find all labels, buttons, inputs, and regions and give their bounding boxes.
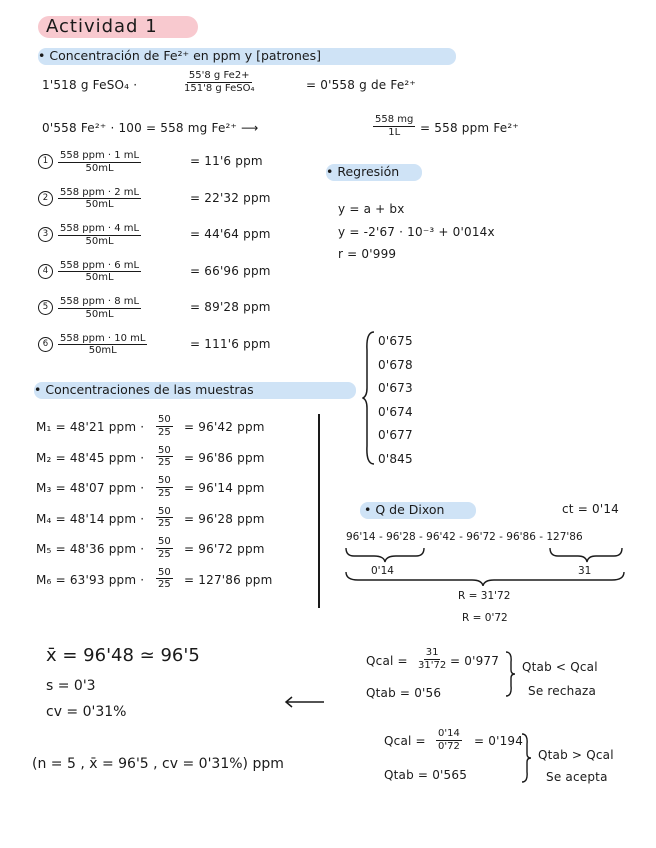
- patron-fraction: [58, 296, 141, 320]
- q2-qcal-value: = 0'194: [474, 734, 524, 748]
- regresion-heading: • Regresión: [326, 164, 400, 179]
- stats-s: s = 0'3: [46, 678, 96, 694]
- dixon-gap2: 31: [578, 565, 592, 577]
- patron-numerator: 558 ppm · 8 mL: [60, 296, 140, 307]
- sample-result: = 96'28 ppm: [184, 511, 265, 526]
- sample-label: M₄ = 48'14 ppm ·: [36, 511, 145, 526]
- absorbance-value: 0'674: [378, 404, 413, 419]
- eq1-fraction: [182, 70, 257, 94]
- dixon-heading: • Q de Dixon: [364, 502, 445, 517]
- q1-denominator: 31'72: [418, 659, 447, 671]
- patron-numerator: 558 ppm · 10 mL: [60, 332, 146, 344]
- section2-heading: • Concentraciones de las muestras: [34, 382, 254, 397]
- eq1-denominator: 151'8 g FeSO₄: [184, 82, 255, 94]
- q1-comparison: Qtab < Qcal: [522, 660, 598, 674]
- sample-result: = 96'86 ppm: [184, 450, 265, 465]
- patron-denominator: 50mL: [85, 235, 114, 247]
- patron-fraction: [58, 223, 141, 247]
- patron-number: 1: [38, 154, 53, 169]
- q1-qcal-label: Qcal =: [366, 654, 408, 668]
- sample-fraction: [156, 506, 173, 530]
- page-title: Actividad 1: [46, 16, 158, 37]
- patron-result: = 111'6 ppm: [190, 336, 271, 351]
- sample-denominator: 25: [158, 426, 171, 438]
- sample-result: = 96'42 ppm: [184, 420, 265, 434]
- q2-decision: Se acepta: [546, 770, 608, 784]
- sample-fraction: [156, 445, 173, 469]
- q1-numerator: 31: [425, 647, 439, 658]
- dixon-series: 96'14 - 96'28 - 96'42 - 96'72 - 96'86 - 127'86: [346, 531, 583, 543]
- q2-brace: [520, 732, 532, 784]
- q2-qtab: Qtab = 0'565: [384, 768, 468, 782]
- patron-denominator: 50mL: [85, 199, 114, 210]
- patron-denominator: 50mL: [85, 162, 114, 174]
- patron-fraction: [58, 150, 141, 174]
- sample-denominator: 25: [158, 518, 171, 529]
- q2-numerator: 0'14: [438, 728, 460, 739]
- absorbance-value: 0'677: [378, 428, 413, 442]
- section1-heading: • Concentración de Fe²⁺ en ppm y [patrones]: [38, 48, 321, 63]
- sample-numerator: 50: [158, 536, 171, 547]
- eq1-numerator: 55'8 g Fe2+: [188, 70, 250, 81]
- patron-numerator: 558 ppm · 1 mL: [60, 150, 140, 161]
- eq1-right: = 0'558 g de Fe²⁺: [306, 78, 416, 92]
- patron-numerator: 558 ppm · 2 mL: [60, 186, 140, 198]
- arrow-left-icon: [282, 694, 326, 710]
- patron-number: 2: [38, 191, 53, 206]
- patron-fraction: [58, 260, 141, 284]
- patron-denominator: 50mL: [88, 345, 117, 356]
- sample-result: = 127'86 ppm: [184, 572, 273, 587]
- absorbance-value: 0'673: [378, 381, 413, 395]
- q1-brace: [504, 650, 516, 698]
- sample-numerator: 50: [158, 566, 171, 578]
- separator-line: [318, 414, 320, 608]
- patron-result: = 11'6 ppm: [190, 154, 263, 168]
- eq2-denominator: 1L: [388, 126, 401, 138]
- q1-qtab: Qtab = 0'56: [366, 686, 442, 700]
- eq2-numerator: 558 mg: [375, 114, 414, 125]
- patron-result: = 66'96 ppm: [190, 263, 271, 278]
- q1-decision: Se rechaza: [528, 684, 597, 698]
- patron-numerator: 558 ppm · 6 mL: [60, 259, 140, 271]
- dixon-range2: R = 0'72: [462, 612, 508, 624]
- sample-label: M₂ = 48'45 ppm ·: [36, 450, 145, 465]
- patron-result: = 44'64 ppm: [190, 227, 271, 241]
- sample-numerator: 50: [158, 414, 171, 425]
- sample-label: M₁ = 48'21 ppm ·: [36, 420, 145, 434]
- sample-label: M₅ = 48'36 ppm ·: [36, 542, 145, 556]
- regresion-equation: y = -2'67 · 10⁻³ + 0'014x: [338, 225, 495, 239]
- patron-result: = 89'28 ppm: [190, 300, 271, 314]
- sample-fraction: [156, 414, 173, 438]
- q2-fraction: [436, 728, 462, 752]
- q1-fraction: [416, 647, 448, 671]
- eq2-left: 0'558 Fe²⁺ · 100 = 558 mg Fe²⁺ ⟶: [42, 121, 259, 135]
- patron-fraction: [58, 333, 147, 357]
- stats-cv: cv = 0'31%: [46, 704, 127, 720]
- sample-numerator: 50: [158, 475, 171, 486]
- eq2-fraction: [373, 114, 415, 138]
- patron-result: = 22'32 ppm: [190, 190, 271, 205]
- dixon-gap1: 0'14: [371, 565, 394, 577]
- sample-numerator: 50: [158, 505, 171, 517]
- patron-number: 4: [38, 264, 53, 279]
- regresion-r: r = 0'999: [338, 247, 397, 261]
- sample-fraction: [156, 567, 173, 591]
- sample-label: M₆ = 63'93 ppm ·: [36, 572, 145, 587]
- sample-denominator: 25: [158, 487, 171, 499]
- patron-fraction: [58, 187, 141, 211]
- dixon-ct: ct = 0'14: [562, 502, 619, 516]
- regresion-formula: y = a + bx: [338, 202, 405, 216]
- sample-denominator: 25: [158, 548, 171, 560]
- q2-qcal-label: Qcal =: [384, 734, 426, 748]
- sample-result: = 96'14 ppm: [184, 481, 265, 495]
- patron-denominator: 50mL: [85, 308, 114, 320]
- eq1-left: 1'518 g FeSO₄ ·: [42, 78, 138, 92]
- sample-denominator: 25: [158, 579, 171, 590]
- sample-fraction: [156, 536, 173, 560]
- stats-mean: x̄ = 96'48 ≃ 96'5: [46, 645, 200, 666]
- sample-label: M₃ = 48'07 ppm ·: [36, 481, 145, 495]
- patron-number: 3: [38, 227, 53, 242]
- dixon-range1: R = 31'72: [458, 590, 511, 602]
- sample-numerator: 50: [158, 444, 171, 456]
- absorbance-value: 0'845: [378, 451, 413, 466]
- sample-denominator: 25: [158, 457, 171, 468]
- patron-number: 5: [38, 300, 53, 315]
- q2-denominator: 0'72: [438, 740, 460, 752]
- sample-fraction: [156, 475, 173, 499]
- sample-result: = 96'72 ppm: [184, 542, 265, 556]
- eq2-right: = 558 ppm Fe²⁺: [420, 121, 519, 135]
- absorbance-value: 0'675: [378, 334, 413, 348]
- absorbance-brace: [362, 330, 376, 466]
- q1-qcal-value: = 0'977: [450, 654, 500, 668]
- stats-summary: (n = 5 , x̄ = 96'5 , cv = 0'31%) ppm: [32, 756, 284, 772]
- absorbance-value: 0'678: [378, 357, 413, 372]
- patron-number: 6: [38, 337, 53, 352]
- patron-denominator: 50mL: [85, 272, 114, 283]
- patron-numerator: 558 ppm · 4 mL: [60, 223, 140, 234]
- q2-comparison: Qtab > Qcal: [538, 748, 614, 762]
